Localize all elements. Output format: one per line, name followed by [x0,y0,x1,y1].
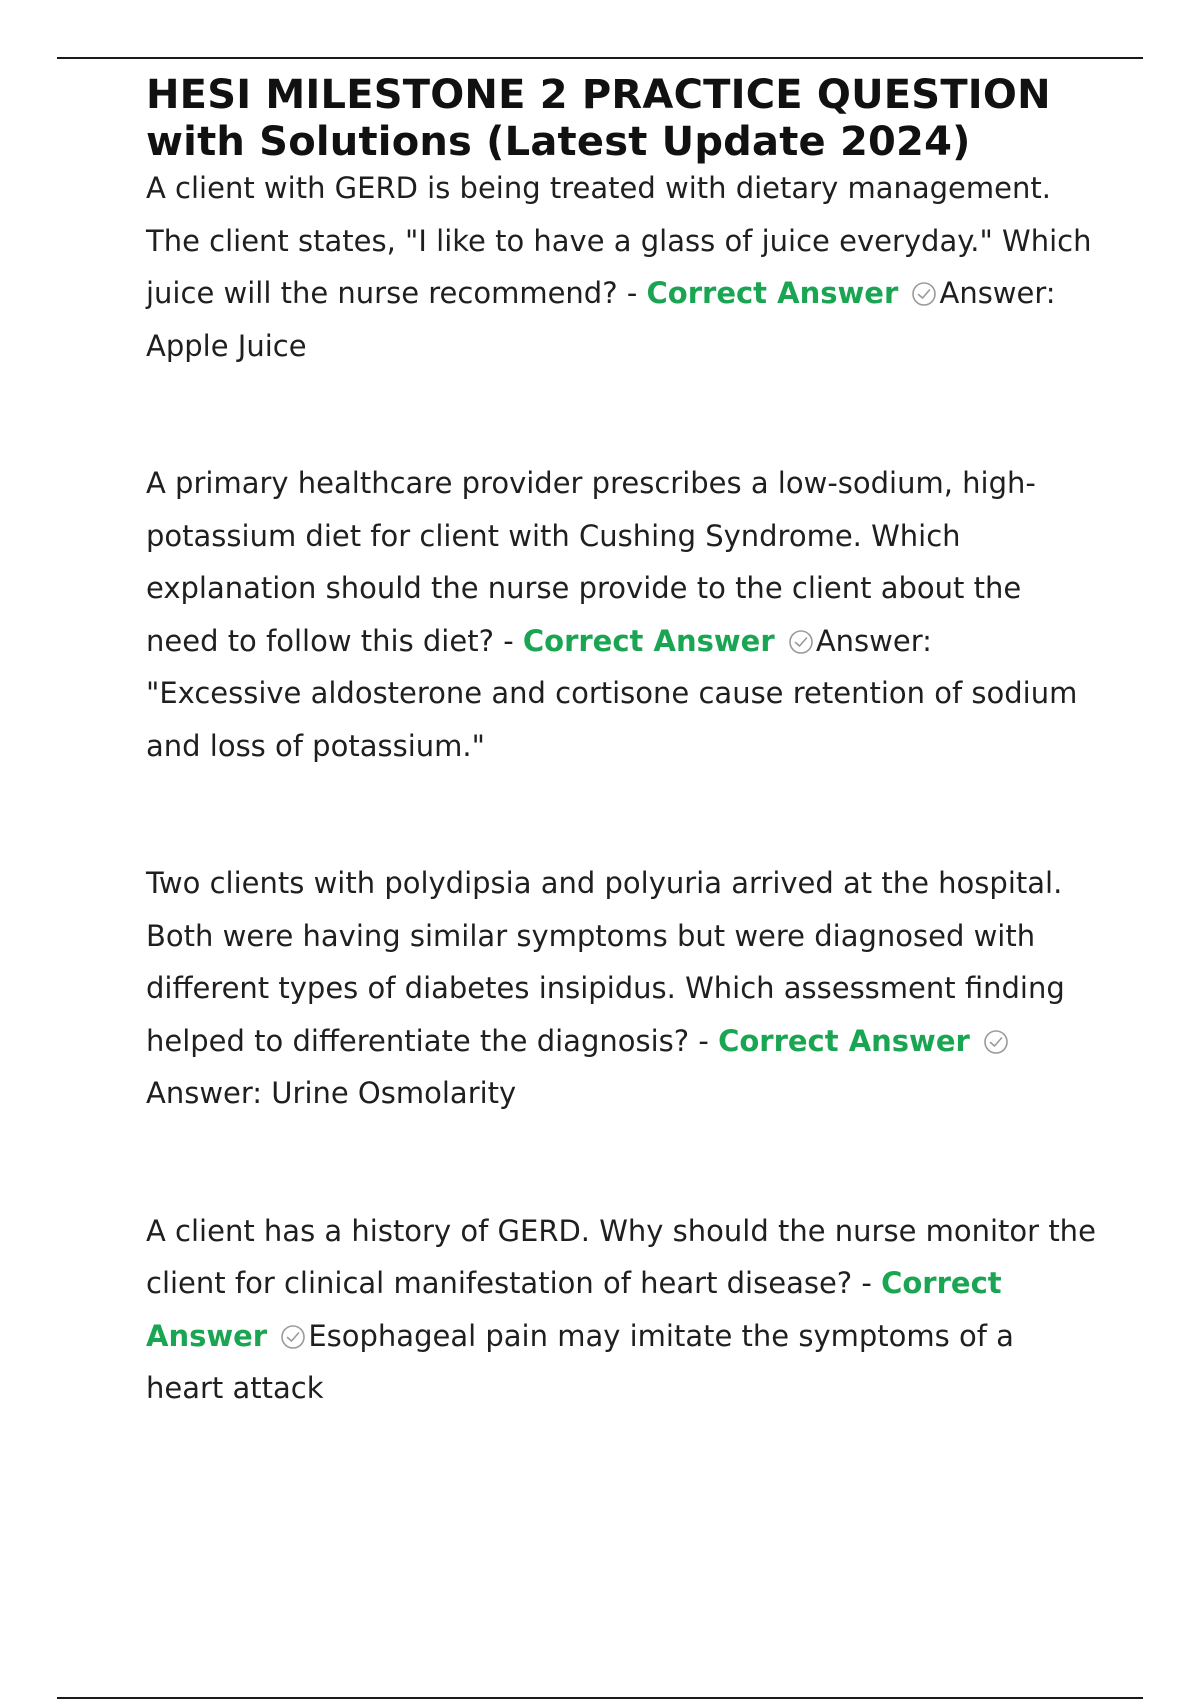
answer-text: Answer: Urine Osmolarity [146,1076,517,1110]
answer-text: Answer: Apple Juice [146,276,1056,363]
document-body [146,72,1096,1415]
qa-item [146,1205,1096,1415]
qa-item [146,857,1096,1120]
check-circle-icon [983,1029,1009,1055]
correct-answer-label: Correct Answer [718,1023,970,1058]
question-text: A client with GERD is being treated with dietary management. The client states, "I like to have a glass of juice everyday." Which juice will the nurse recommend? - [146,171,1092,310]
correct-answer-label: Correct Answer [146,1266,1002,1353]
bottom-rule [57,1697,1143,1699]
top-rule [57,57,1143,59]
qa-item [146,457,1096,772]
check-circle-icon [788,629,814,655]
correct-answer-label: Correct Answer [522,623,775,658]
question-text: A client has a history of GERD. Why should the nurse monitor the client for clinical manifestation of heart disease? - [146,1213,1096,1300]
document-title: HESI MILESTONE 2 PRACTICE QUESTION with Solutions (Latest Update 2024) [146,72,1051,165]
question-text: Two clients with polydipsia and polyuria arrived at the hospital. Both were having similar symptoms but were diagnosed with different types of diabetes insipidus. Which assessment finding helped to differentiate the diagnosis? - [146,866,1065,1058]
answer-text: Esophageal pain may imitate the symptoms of a heart attack [146,1318,1014,1405]
correct-answer-label: Correct Answer [646,276,899,310]
check-circle-icon [911,281,937,307]
qa-item [146,162,1096,372]
check-circle-icon [280,1324,306,1350]
question-text: A primary healthcare provider prescribes a low-sodium, high-potassium diet for client with Cushing Syndrome. Which explanation should the nurse provide to the client about the need to follow this diet? - [146,466,1036,658]
answer-text: Answer: "Excessive aldosterone and cortisone cause retention of sodium and loss of potassium." [146,623,1078,763]
